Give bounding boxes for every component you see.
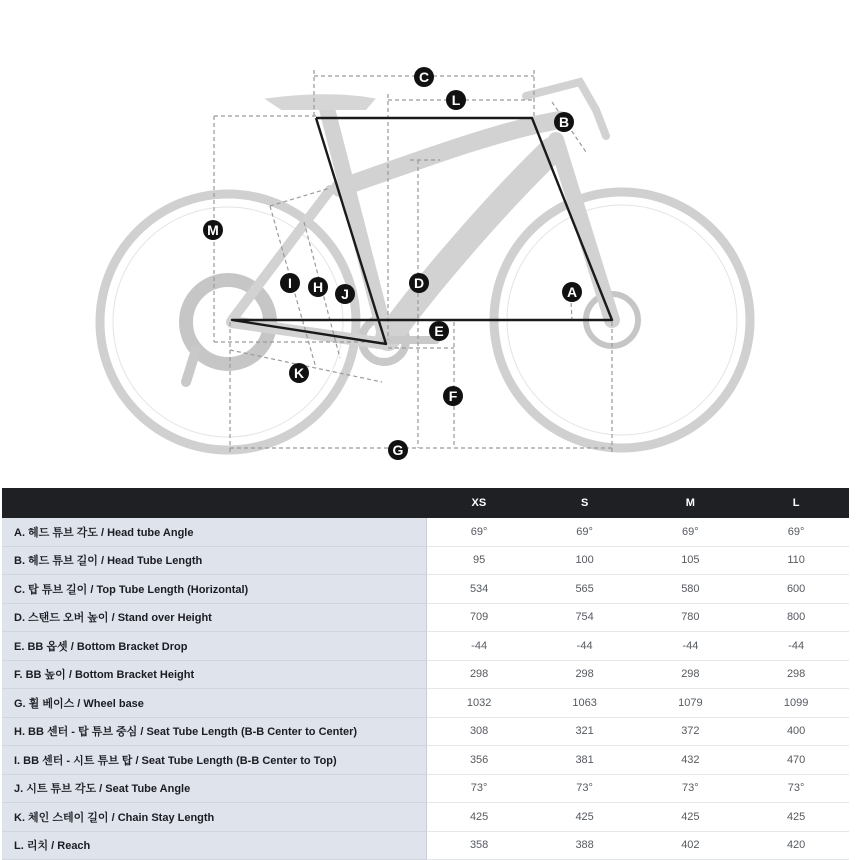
svg-text:K: K [293, 365, 305, 381]
cell-value: 580 [638, 575, 744, 604]
cell-value: 425 [426, 803, 532, 832]
cell-value: 800 [743, 603, 849, 632]
cell-value: -44 [638, 632, 744, 661]
table-row [2, 803, 849, 832]
row-label: E. BB 옵셋 / Bottom Bracket Drop [2, 632, 426, 661]
marker-d [409, 273, 429, 293]
cell-value: 73° [638, 774, 744, 803]
cell-value: 100 [532, 546, 638, 575]
row-label: H. BB 센터 - 탑 튜브 중심 / Seat Tube Length (B-B Center to Center) [2, 717, 426, 746]
cell-value: 69° [532, 518, 638, 546]
table-row [2, 603, 849, 632]
cell-value: 402 [638, 831, 744, 860]
table-row [2, 660, 849, 689]
down-tube [388, 150, 552, 338]
cell-value: 73° [743, 774, 849, 803]
cell-value: 105 [638, 546, 744, 575]
saddle [270, 96, 372, 108]
cell-value: 298 [638, 660, 744, 689]
cell-value: -44 [743, 632, 849, 661]
svg-text:I: I [288, 275, 292, 291]
row-label: F. BB 높이 / Bottom Bracket Height [2, 660, 426, 689]
marker-f [443, 386, 463, 406]
cell-value: 388 [532, 831, 638, 860]
cell-value: -44 [426, 632, 532, 661]
cell-value: 600 [743, 575, 849, 604]
svg-text:H: H [312, 279, 324, 295]
marker-b [554, 112, 574, 132]
header-size-xs: XS [426, 488, 532, 518]
marker-l [446, 90, 466, 110]
row-label: C. 탑 튜브 길이 / Top Tube Length (Horizontal) [2, 575, 426, 604]
marker-m [203, 220, 223, 240]
row-label: A. 헤드 튜브 각도 / Head tube Angle [2, 518, 426, 546]
cell-value: 381 [532, 746, 638, 775]
marker-g [388, 440, 408, 460]
cell-value: 308 [426, 717, 532, 746]
cell-value: 298 [426, 660, 532, 689]
cell-value: 69° [426, 518, 532, 546]
table-row [2, 546, 849, 575]
cell-value: 432 [638, 746, 744, 775]
svg-text:D: D [413, 275, 425, 291]
cell-value: 1099 [743, 689, 849, 718]
svg-text:C: C [418, 69, 430, 85]
svg-text:B: B [558, 114, 570, 130]
svg-text:J: J [341, 286, 349, 302]
table-row [2, 632, 849, 661]
svg-text:G: G [392, 442, 404, 458]
cell-value: 1063 [532, 689, 638, 718]
table-row [2, 774, 849, 803]
cell-value: 95 [426, 546, 532, 575]
svg-text:L: L [451, 92, 461, 108]
cell-value: 709 [426, 603, 532, 632]
cell-value: 321 [532, 717, 638, 746]
table-row [2, 717, 849, 746]
table-body [2, 518, 849, 860]
svg-text:F: F [448, 388, 458, 404]
cell-value: 420 [743, 831, 849, 860]
header-size-m: M [638, 488, 744, 518]
marker-h [308, 277, 328, 297]
cell-value: 298 [743, 660, 849, 689]
bike-silhouette [100, 82, 750, 450]
cell-value: 298 [532, 660, 638, 689]
header-size-s: S [532, 488, 638, 518]
table-row [2, 746, 849, 775]
row-label: G. 휠 베이스 / Wheel base [2, 689, 426, 718]
cell-value: 358 [426, 831, 532, 860]
row-label: I. BB 센터 - 시트 튜브 탑 / Seat Tube Length (B-B Center to Top) [2, 746, 426, 775]
row-label: L. 리치 / Reach [2, 831, 426, 860]
cell-value: 425 [532, 803, 638, 832]
cell-value: 470 [743, 746, 849, 775]
cell-value: 425 [743, 803, 849, 832]
marker-a [562, 282, 582, 302]
header-size-l: L [743, 488, 849, 518]
cell-value: 69° [743, 518, 849, 546]
row-label: D. 스탠드 오버 높이 / Stand over Height [2, 603, 426, 632]
marker-k [289, 363, 309, 383]
cell-value: 400 [743, 717, 849, 746]
svg-text:M: M [207, 222, 219, 238]
header-label-col [2, 488, 426, 518]
cell-value: 565 [532, 575, 638, 604]
row-label: K. 체인 스테이 길이 / Chain Stay Length [2, 803, 426, 832]
marker-j [335, 284, 355, 304]
cell-value: 534 [426, 575, 532, 604]
table-row [2, 831, 849, 860]
cell-value: 110 [743, 546, 849, 575]
cell-value: 754 [532, 603, 638, 632]
cell-value: 1032 [426, 689, 532, 718]
row-label: B. 헤드 튜브 길이 / Head Tube Length [2, 546, 426, 575]
derailleur [186, 350, 196, 382]
row-label: J. 시트 튜브 각도 / Seat Tube Angle [2, 774, 426, 803]
table-row [2, 689, 849, 718]
cell-value: 356 [426, 746, 532, 775]
marker-e [429, 321, 449, 341]
cell-value: 69° [638, 518, 744, 546]
table-row [2, 518, 849, 546]
cell-value: 372 [638, 717, 744, 746]
cell-value: 1079 [638, 689, 744, 718]
cell-value: 425 [638, 803, 744, 832]
cell-value: 780 [638, 603, 744, 632]
cell-value: 73° [426, 774, 532, 803]
geometry-table [2, 488, 849, 860]
cell-value: 73° [532, 774, 638, 803]
marker-c [414, 67, 434, 87]
table-header-row [2, 488, 849, 518]
svg-text:A: A [566, 284, 578, 300]
svg-text:E: E [434, 323, 444, 339]
marker-i [280, 273, 300, 293]
table-row [2, 575, 849, 604]
cell-value: -44 [532, 632, 638, 661]
